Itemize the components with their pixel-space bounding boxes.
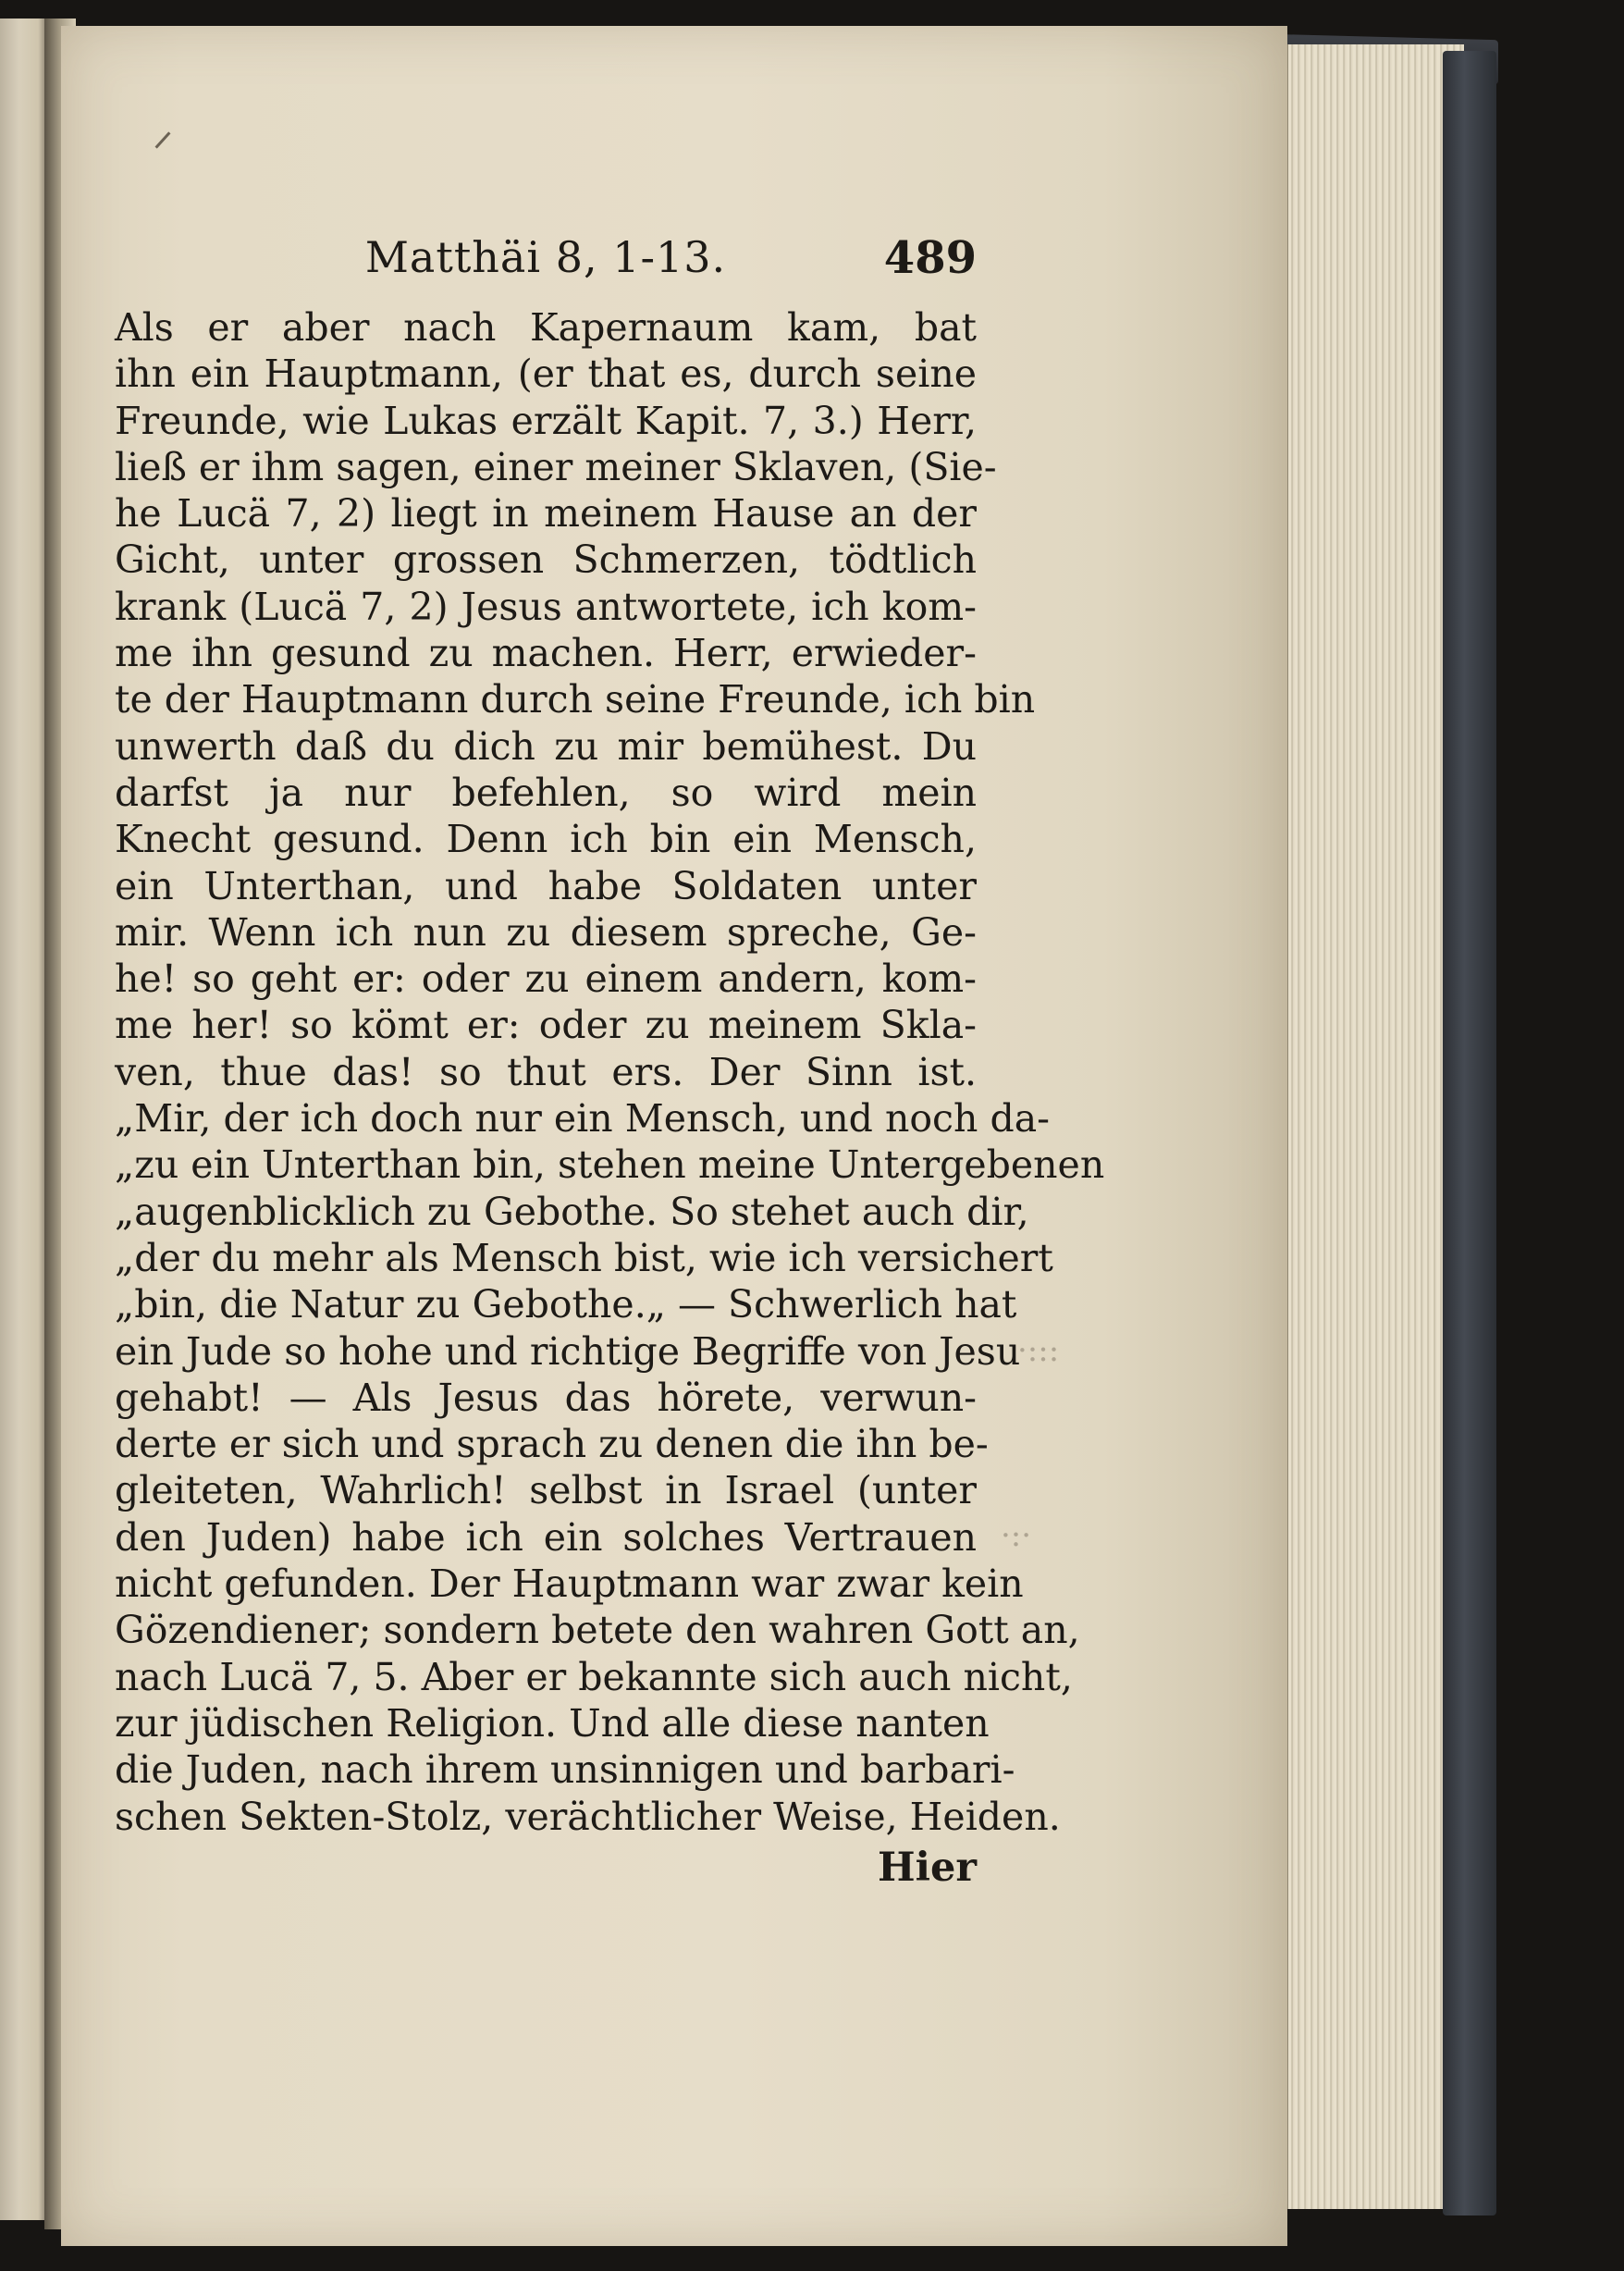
text-line: Gözendiener; sondern betete den wahren Gott an, — [115, 1608, 1080, 1653]
text-block — [115, 217, 1105, 1895]
text-line: „augenblicklich zu Gebothe. So stehet auch dir, — [115, 1189, 1029, 1234]
bleed-through-mark: ·::: — [1017, 1332, 1060, 1369]
text-line: gehabt! — Als Jesus das hörete, verwun- — [115, 1375, 977, 1420]
text-line: me ihn gesund zu machen. Herr, erwieder- — [115, 631, 977, 676]
text-line: Als er aber nach Kapernaum kam, bat — [115, 305, 977, 350]
bleed-through-mark: ·:· — [1001, 1517, 1032, 1554]
text-line: Gicht, unter grossen Schmerzen, tödtlich — [115, 537, 977, 583]
text-line: ein Unterthan, und habe Soldaten unter — [115, 863, 977, 908]
text-line: te der Hauptmann durch seine Freunde, ich bin — [115, 677, 1036, 722]
text-line: den Juden) habe ich ein solches Vertrauen — [115, 1514, 977, 1560]
text-line: mir. Wenn ich nun zu diesem spreche, Ge- — [115, 909, 977, 955]
text-line: „der du mehr als Mensch bist, wie ich versichert — [115, 1235, 1053, 1280]
page-block-edges — [1286, 44, 1464, 2209]
text-line: darfst ja nur befehlen, so wird mein — [115, 770, 977, 815]
text-line: ven, thue das! so thut ers. Der Sinn ist. — [115, 1049, 977, 1094]
text-line: derte er sich und sprach zu denen die ihn be- — [115, 1422, 989, 1467]
text-line: ließ er ihm sagen, einer meiner Sklaven, (Sie- — [115, 444, 997, 489]
text-line: unwerth daß du dich zu mir bemühest. Du — [115, 723, 977, 769]
text-line: nicht gefunden. Der Hauptmann war zwar kein — [115, 1561, 1024, 1607]
text-line: me her! so kömt er: oder zu meinem Skla- — [115, 1003, 977, 1048]
text-line: he! so geht er: oder zu einem andern, kom- — [115, 957, 977, 1002]
running-head — [115, 217, 977, 297]
text-line: Knecht gesund. Denn ich bin ein Mensch, — [115, 817, 977, 862]
text-line: ein Jude so hohe und richtige Begriffe von Jesu — [115, 1328, 1021, 1374]
page-number: 489 — [883, 232, 977, 284]
text-line: he Lucä 7, 2) liegt in meinem Hause an der — [115, 491, 977, 537]
text-line: schen Sekten-Stolz, verächtlicher Weise, Heiden. — [115, 1794, 1061, 1839]
text-line: gleiteten, Wahrlich! selbst in Israel (unter — [115, 1468, 977, 1513]
text-line: zur jüdischen Religion. Und alle diese nanten — [115, 1700, 990, 1746]
text-line: „zu ein Unterthan bin, stehen meine Untergebenen — [115, 1142, 1105, 1188]
text-line: Freunde, wie Lukas erzält Kapit. 7, 3.) Herr, — [115, 398, 977, 443]
text-line: die Juden, nach ihrem unsinnigen und barbari- — [115, 1747, 1015, 1793]
book-cover-spine — [1443, 51, 1496, 2215]
text-line: „Mir, der ich doch nur ein Mensch, und noch da- — [115, 1096, 1050, 1142]
running-head-title: Matthäi 8, 1-13. — [364, 232, 727, 282]
text-line: ihn ein Hauptmann, (er that es, durch seine — [115, 352, 977, 397]
text-line: nach Lucä 7, 5. Aber er bekannte sich auch nicht, — [115, 1654, 1073, 1699]
body-text — [115, 304, 1105, 1840]
text-line: „bin, die Natur zu Gebothe.„ — Schwerlich hat — [115, 1282, 1017, 1327]
facing-page-edge — [0, 19, 48, 2220]
catchword: Hier — [878, 1844, 977, 1891]
text-line: krank (Lucä 7, 2) Jesus antwortete, ich kom- — [115, 584, 977, 629]
